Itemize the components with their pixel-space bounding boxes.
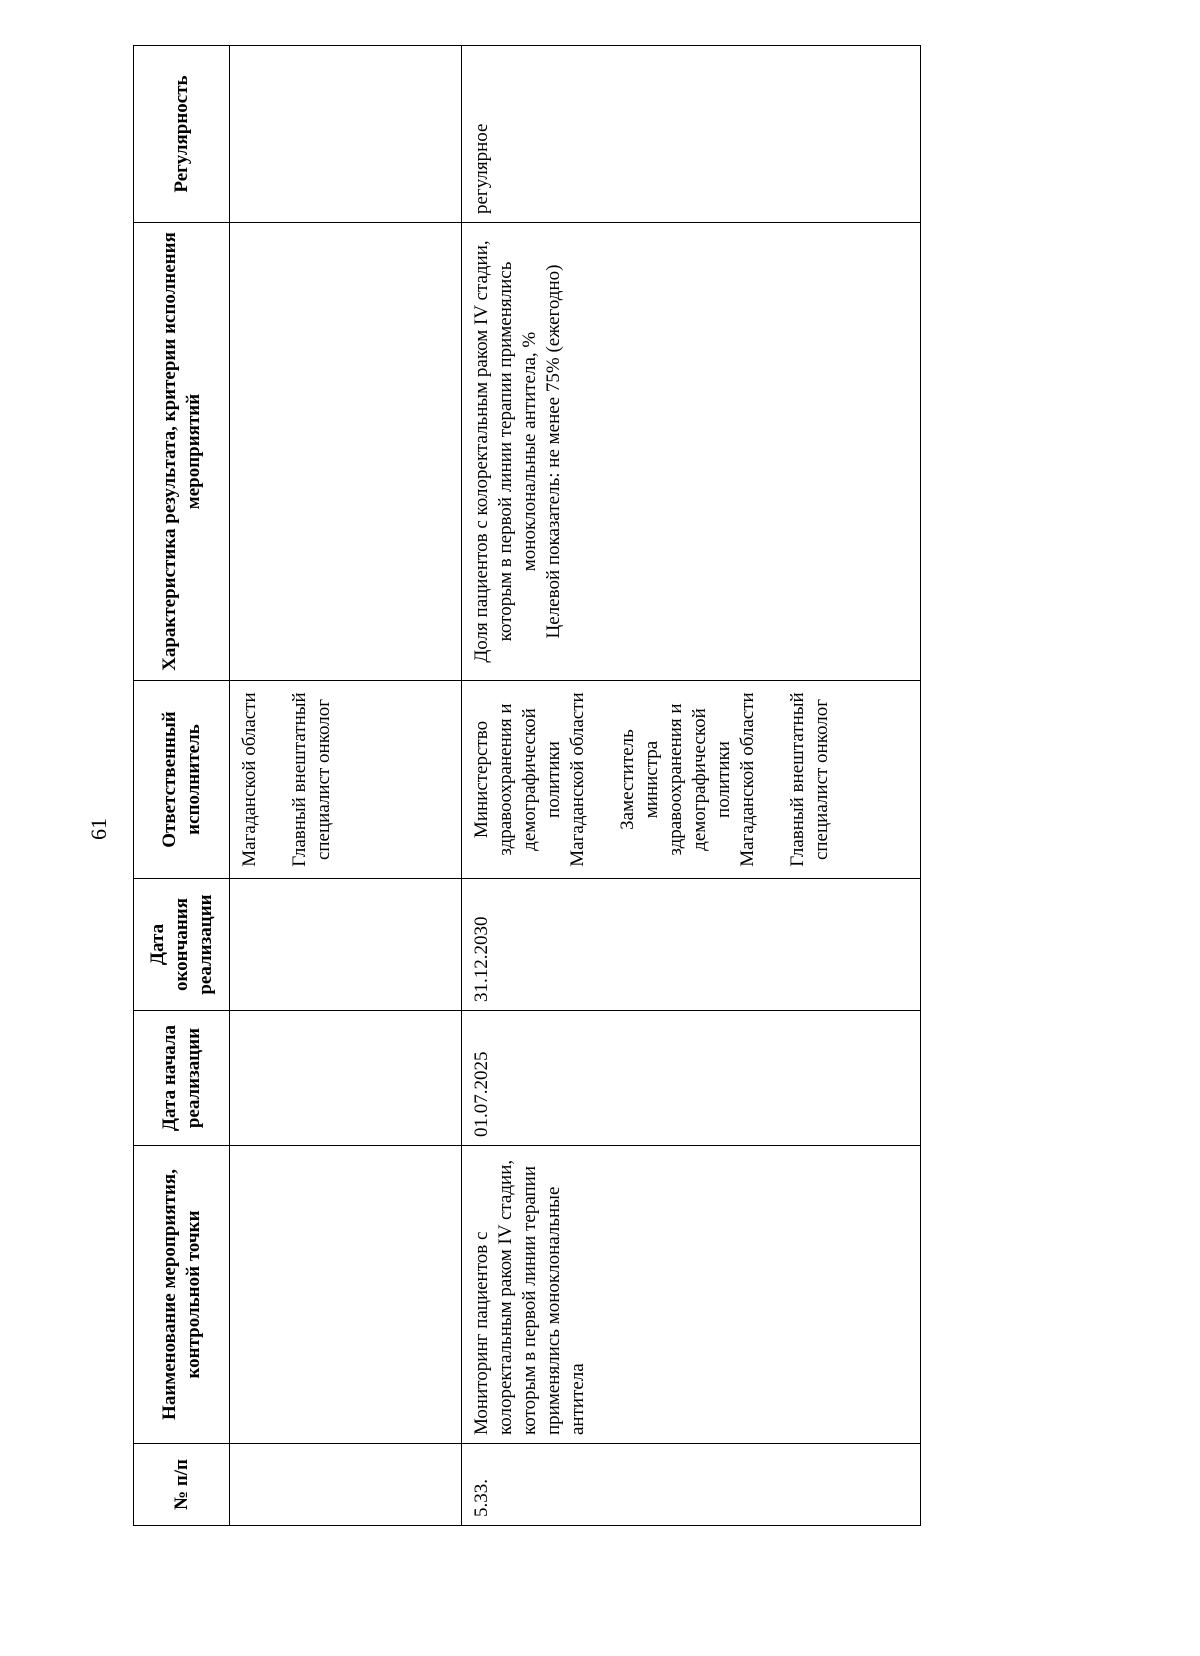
row-regularity: регулярное	[462, 46, 921, 223]
header-start-date: Дата начала реализации	[134, 1011, 230, 1146]
row-responsible-line: Главный внештатный специалист онколог	[787, 692, 832, 867]
row-responsible	[462, 681, 921, 879]
row-end-date: 31.12.2030	[462, 879, 921, 1011]
cont-responsible-line: Главный внештатный специалист онколог	[289, 692, 334, 867]
cont-result-cell	[230, 223, 462, 681]
row-responsible-line: Заместитель министра здравоохранения и демографической политики Магаданской области	[617, 692, 758, 867]
cont-responsible-cell	[230, 681, 462, 879]
row-result	[462, 223, 921, 681]
header-responsible: Ответственный исполнитель	[134, 681, 230, 879]
events-table	[133, 45, 921, 1526]
cont-start-cell	[230, 1011, 462, 1146]
row-start-date: 01.07.2025	[462, 1011, 921, 1146]
table-container	[133, 46, 920, 1526]
header-regularity: Регулярность	[134, 46, 230, 223]
cont-regularity-cell	[230, 46, 462, 223]
header-result: Характеристика результата, критерии исполнения мероприятий	[134, 223, 230, 681]
table-row	[462, 46, 921, 1526]
row-responsible-line: Министерство здравоохранения и демографической политики Магаданской области	[471, 692, 588, 867]
cont-name-cell	[230, 1146, 462, 1444]
row-num: 5.33.	[462, 1444, 921, 1526]
cont-num-cell	[230, 1444, 462, 1526]
header-end-date: Дата окончания реализации	[134, 879, 230, 1011]
page-number: 61	[86, 818, 111, 840]
cont-end-cell	[230, 879, 462, 1011]
header-num: № п/п	[134, 1444, 230, 1526]
row-name: Мониторинг пациентов с колоректальным раком IV стадии, которым в первой линии терапии применялись моноклональные антитела	[462, 1146, 921, 1444]
header-row	[134, 46, 230, 1526]
row-result-target: Целевой показатель: не менее 75% (ежегодно)	[543, 264, 564, 639]
row-result-text: Доля пациентов с колоректальным раком IV стадии, которым в первой линии терапии применялись моноклональные антитела, %	[471, 240, 540, 663]
continuation-row	[230, 46, 462, 1526]
header-name: Наименование мероприятия, контрольной точки	[134, 1146, 230, 1444]
cont-responsible-line: Магаданской области	[239, 692, 260, 867]
